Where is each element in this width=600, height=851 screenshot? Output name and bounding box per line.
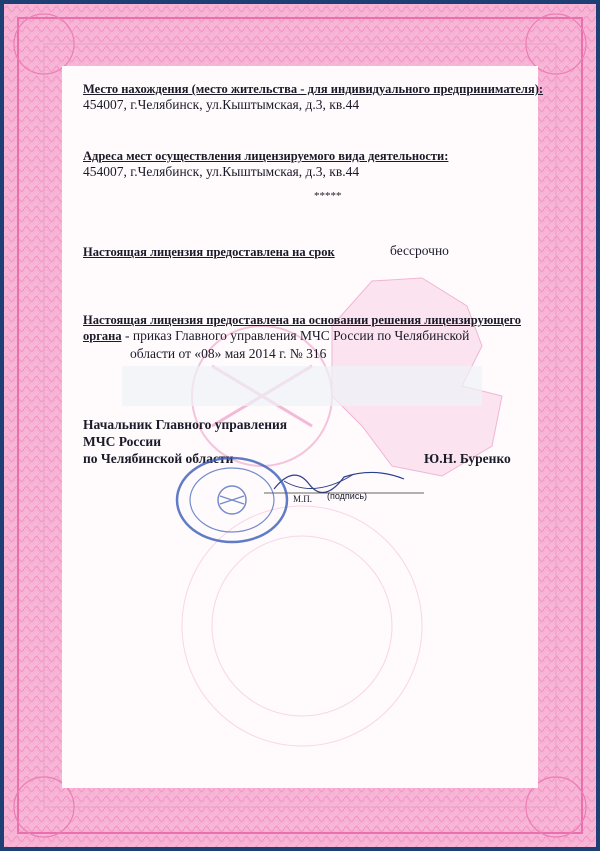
signature-caption: (подпись)	[327, 491, 368, 501]
seal-mark: М.П.	[293, 494, 313, 504]
official-stamp	[172, 456, 292, 544]
term-label: Настоящая лицензия предоставлена на срок	[83, 245, 335, 259]
license-page	[4, 4, 596, 847]
basis-label-line1: Настоящая лицензия предоставлена на основании решения лицензирующего	[83, 313, 522, 327]
signatory-title-line3: по Челябинской области	[83, 451, 234, 466]
location-label: Место нахождения (место жительства - для индивидуального предпринимателя):	[83, 82, 544, 96]
basis-label-line2: органа	[83, 329, 122, 343]
basis-line2	[83, 328, 469, 344]
basis-dash: -	[121, 328, 133, 343]
activity-address-value: 454007, г.Челябинск, ул.Кыштымская, д.3, кв.44	[83, 164, 360, 179]
separator-stars: *****	[314, 190, 342, 202]
basis-value-line1: приказ Главного управления МЧС России по Челябинской	[132, 328, 470, 343]
signatory-title-line2: МЧС России	[83, 434, 161, 449]
basis-value-line2: области от «08» мая 2014 г. № 316	[130, 346, 327, 361]
signatory-name: Ю.Н. Буренко	[424, 451, 511, 466]
term-value: бессрочно	[390, 243, 449, 258]
location-value: 454007, г.Челябинск, ул.Кыштымская, д.3, кв.44	[83, 97, 360, 112]
activity-address-label: Адреса мест осуществления лицензируемого вида деятельности:	[83, 149, 449, 163]
signatory-title-line1: Начальник Главного управления	[83, 417, 288, 432]
